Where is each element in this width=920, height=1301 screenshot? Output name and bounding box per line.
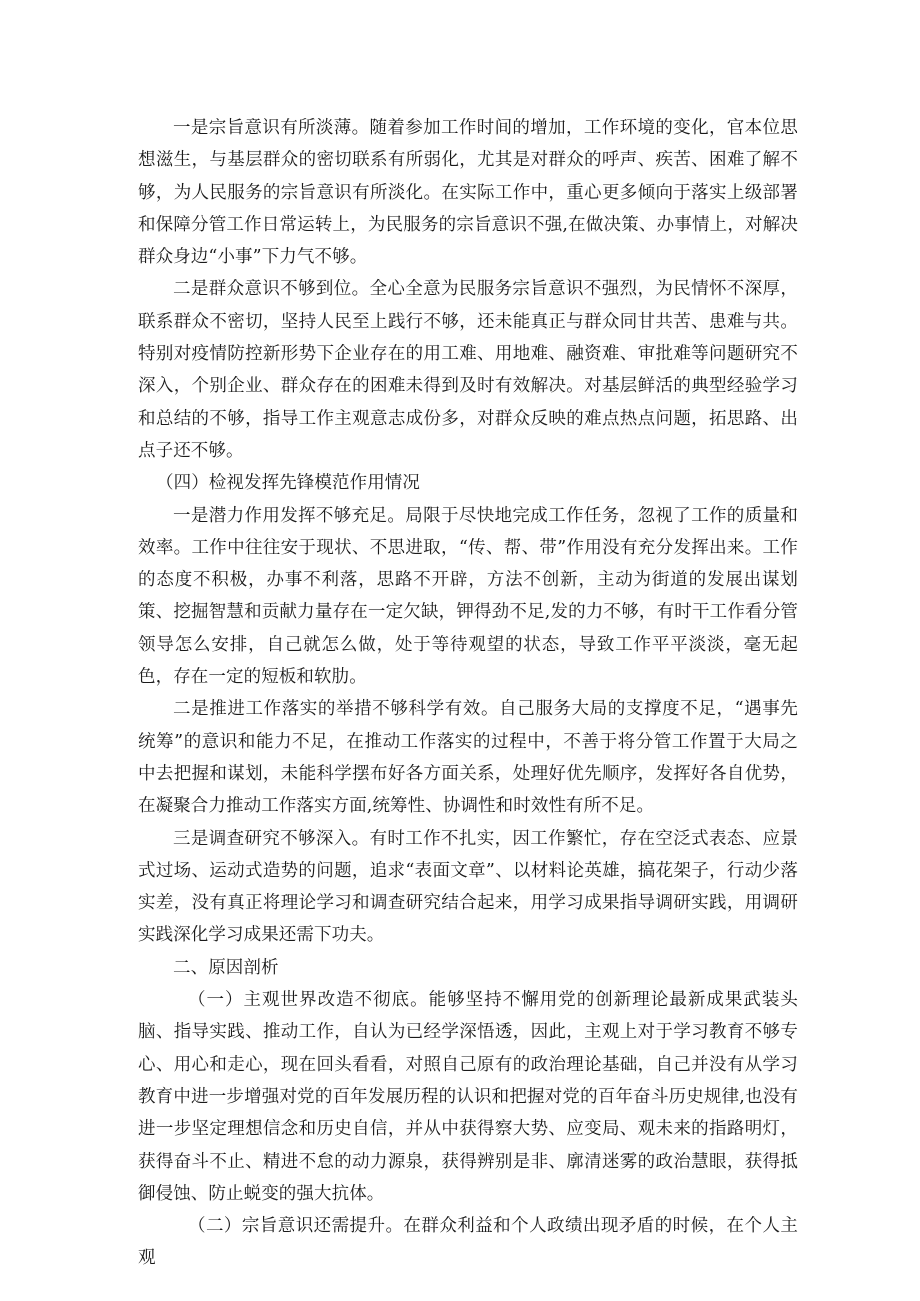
section-heading-vanguard-role: （四）检视发挥先锋模范作用情况 <box>156 473 420 494</box>
document-page <box>138 112 798 1275</box>
paragraph-mass-awareness: 二是群众意识不够到位。全心全意为民服务宗旨意识不强烈，为民情怀不深厚，联系群众不密切，坚持人民至上践行不够，还未能真正与群众同甘共苦、患难与共。特别对疫情防控新形势下企业存在的用工难、用地难、融资难、审批难等问题研究不深入，个别企业、群众存在的困难未得到及时有效解决。对基层鲜活的典型经验学习和总结的不够，指导工作主观意志成份多，对群众反映的难点热点问题，拓思路、出点子还不够。 <box>138 279 798 461</box>
paragraph-subjective-world: （一）主观世界改造不彻底。能够坚持不懈用党的创新理论最新成果武装头脑、指导实践、推动工作，自认为已经学深悟透，因此，主观上对于学习教育不够专心、用心和走心，现在回头看看，对照自己原有的政治理论基础，自己并没有从学习教育中进一步增强对党的百年发展历程的认识和把握对党的百年奋斗历史规律,也没有进一步坚定理想信念和历史自信，并从中获得察大势、应变局、观未来的指路明灯，获得奋斗不止、精进不怠的动力源泉，获得辨别是非、廓清迷雾的政治慧眼，获得抵御侵蚀、防止蜕变的强大抗体。 <box>138 990 798 1204</box>
paragraph-potential-role: 一是潜力作用发挥不够充足。局限于尽快地完成工作任务，忽视了工作的质量和效率。工作中往往安于现状、不思进取，“传、帮、带”作用没有充分发挥出来。工作的态度不积极，办事不利落，思路不开辟，方法不创新，主动为街道的发展出谋划策、挖掘智慧和贡献力量存在一定欠缺，钾得劲不足,发的力不够，有时干工作看分管领导怎么安排，自己就怎么做，处于等待观望的状态，导致工作平平淡淡，毫无起色，存在一定的短板和软肋。 <box>138 505 798 688</box>
paragraph-work-implementation: 二是推进工作落实的举措不够科学有效。自己服务大局的支撑度不足，“遇事先统筹”的意识和能力不足，在推动工作落实的过程中，不善于将分管工作置于大局之中去把握和谋划，未能科学摆布好各方面关系，处理好优先顺序，发挥好各自优势，在凝聚合力推动工作落实方面,统筹性、协调性和时效性有所不足。 <box>138 699 798 817</box>
paragraph-purpose-awareness: 一是宗旨意识有所淡薄。随着参加工作时间的增加，工作环境的变化，官本位思想滋生，与基层群众的密切联系有所弱化，尤其是对群众的呼声、疾苦、困难了解不够，为人民服务的宗旨意识有所淡化。在实际工作中，重心更多倾向于落实上级部署和保障分管工作日常运转上，为民服务的宗旨意识不强,在做决策、办事情上，对解决群众身边“小事”下力气不够。 <box>138 118 798 268</box>
paragraph-purpose-improvement: （二）宗旨意识还需提升。在群众利益和个人政绩出现矛盾的时候，在个人主观 <box>138 1216 798 1269</box>
paragraph-research: 三是调查研究不够深入。有时工作不扎实，因工作繁忙，存在空泛式表态、应景式过场、运动式造势的问题，追求“表面文章”、以材料论英雄，搞花架子，行动少落实差，没有真正将理论学习和调查研究结合起来，用学习成果指导调研实践，用调研实践深化学习成果还需下功夫。 <box>138 828 798 946</box>
section-heading-cause-analysis: 二、原因剖析 <box>173 957 279 978</box>
